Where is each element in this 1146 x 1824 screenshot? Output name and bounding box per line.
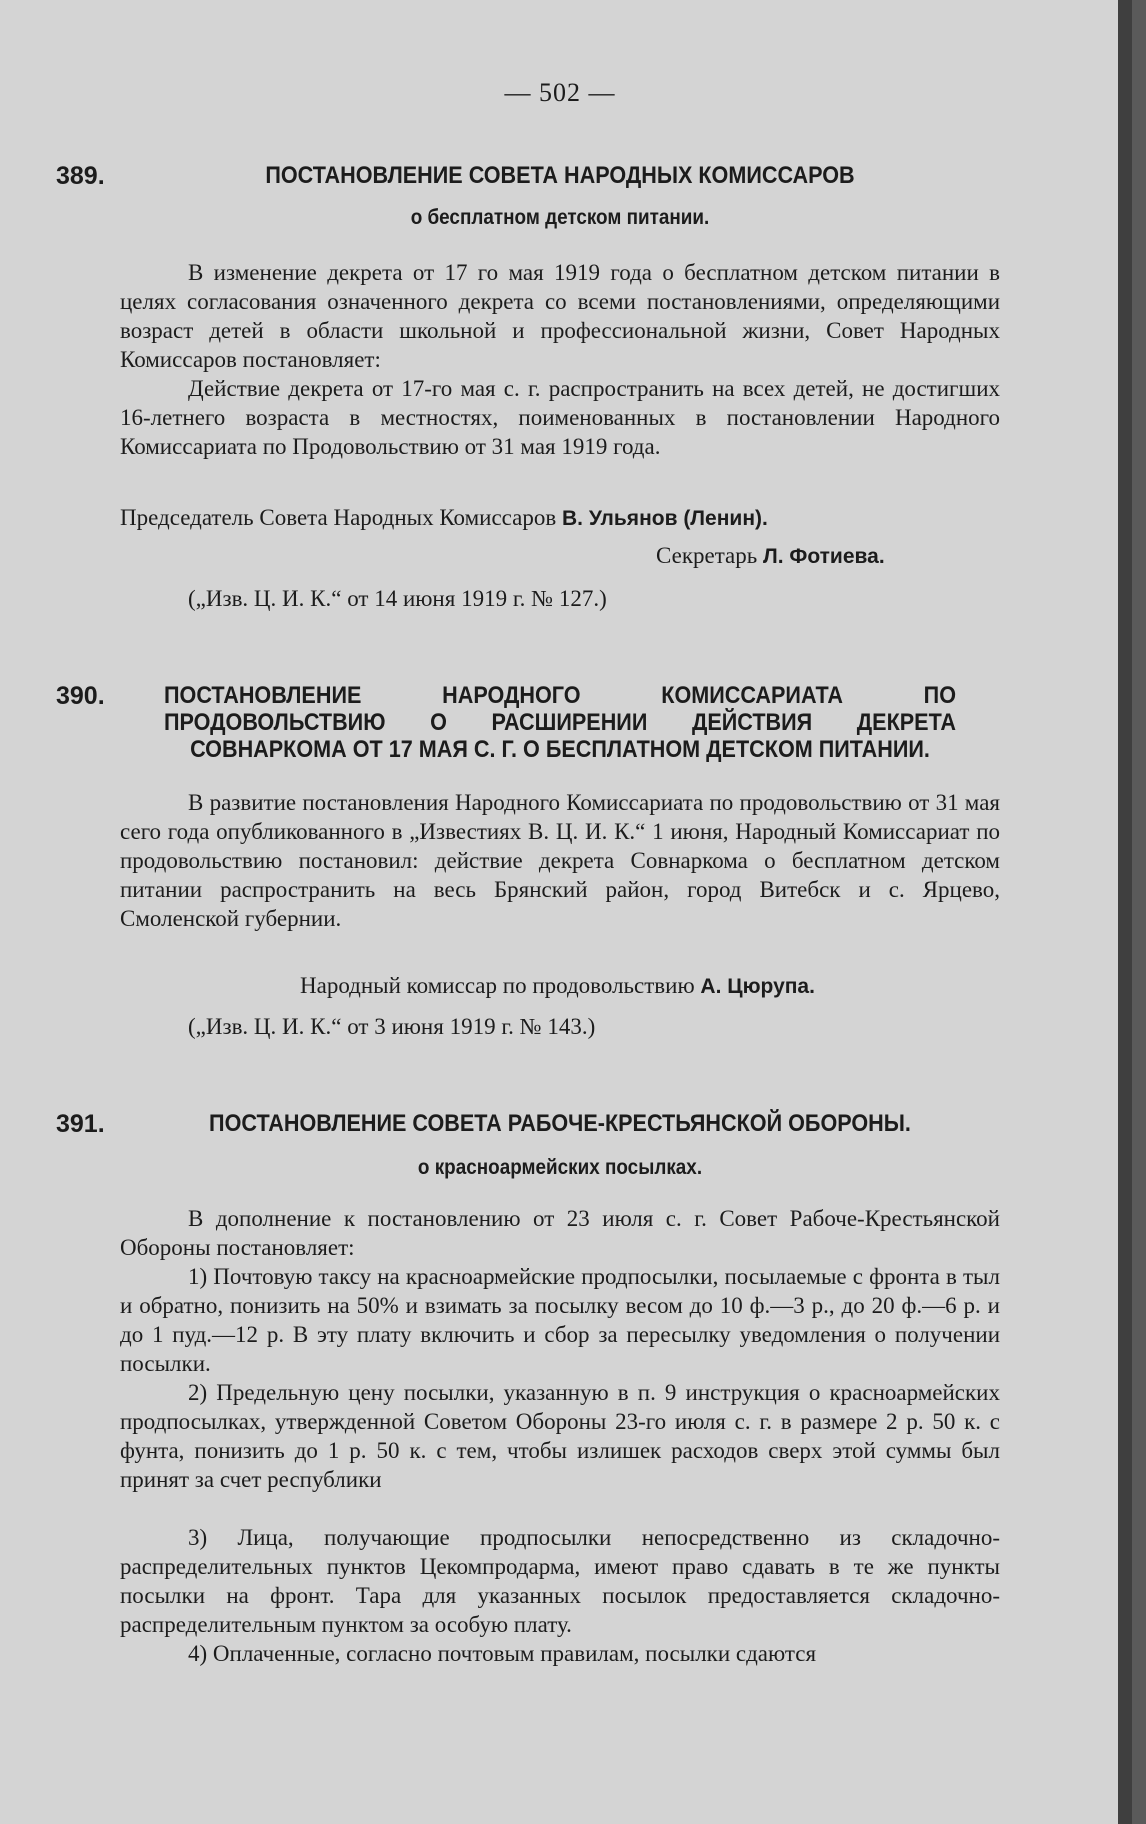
doc-390-title: ПОСТАНОВЛЕНИЕ НАРОДНОГО КОМИССАРИАТА ПО ПРОДОВОЛЬСТВИЮ О РАСШИРЕНИИ ДЕЙСТВИЯ ДЕКРЕТА СОВНАРКОМА ОТ 17 МАЯ С. Г. О БЕСПЛАТНОМ ДЕТСКОМ ПИТАНИИ. — [164, 682, 956, 763]
doc-391-paragraph-1: В дополнение к постановлению от 23 июля с. г. Совет Рабоче-Крестьянской Обороны постановляет: — [120, 1206, 1000, 1260]
doc-391-title: ПОСТАНОВЛЕНИЕ СОВЕТА РАБОЧЕ-КРЕСТЬЯНСКОЙ ОБОРОНЫ. — [209, 1110, 911, 1137]
doc-391-paragraph-3: 2) Предельную цену посылки, указанную в п. 9 инструкция о красноармейских продпосылках, утвержденной Советом Обороны 23-го июля с. г. в размере 2 р. 50 к. с фунта, понизить до 1 р. 50 к. с тем, чтобы излишек расходов сверх этой суммы был принят за счет республики — [120, 1380, 1000, 1492]
doc-389-signature-2-name: Л. Фотиева. — [763, 545, 885, 568]
doc-389-signature-1 — [120, 505, 768, 531]
doc-391-number: 391. — [56, 1110, 105, 1138]
doc-390-number: 390. — [56, 682, 105, 710]
doc-389-signature-1-role: Председатель Совета Народных Комиссаров — [120, 505, 557, 530]
doc-391-subtitle: о красноармейских посылках. — [417, 1156, 703, 1179]
doc-390-paragraph-1: В развитие постановления Народного Комиссариата по продовольствию от 31 мая сего года опубликованного в „Известиях В. Ц. И. К.“ 1 июня, Народный Комиссариат по продовольствию постановил: действие декрета Совнаркома о бесплатном детском питании распространить на весь Брянский район, город Витебск и с. Ярцево, Смоленской губернии. — [120, 790, 1000, 931]
doc-389-signature-2 — [656, 543, 885, 569]
doc-389-number: 389. — [56, 162, 105, 190]
doc-391-paragraph-4: 3) Лица, получающие продпосылки непосредственно из складочно-распределительных пунктов Цекомпродарма, имеют право сдавать в те же пункты посылки на фронт. Тара для указанных посылок предоставляется складочно-распределительным пунктом за особую плату. — [120, 1525, 1000, 1637]
doc-390-signature-1 — [300, 973, 815, 999]
doc-390-signature-1-name: А. Цюрупа. — [700, 975, 815, 998]
doc-389-subtitle: о бесплатном детском питании. — [410, 206, 710, 229]
doc-389-paragraph-1: В изменение декрета от 17 го мая 1919 года о бесплатном детском питании в целях согласования означенного декрета со всеми постановлениями, определяющими возраст детей в области школьной и профессиональной жизни, Совет Народных Комиссаров постановляет: — [120, 260, 1000, 372]
doc-389-title: ПОСТАНОВЛЕНИЕ СОВЕТА НАРОДНЫХ КОМИССАРОВ — [265, 162, 855, 189]
doc-389-signature-1-name: В. Ульянов (Ленин). — [561, 507, 768, 530]
doc-390-signature-1-role: Народный комиссар по продовольствию — [300, 973, 695, 998]
doc-391-paragraph-5: 4) Оплаченные, согласно почтовым правилам, посылки сдаются — [188, 1641, 817, 1666]
doc-390-source: („Изв. Ц. И. К.“ от 3 июня 1919 г. № 143.) — [188, 1014, 596, 1039]
doc-389-signature-2-role: Секретарь — [656, 543, 758, 568]
doc-389-paragraph-2: Действие декрета от 17-го мая с. г. распространить на всех детей, не достигших 16-летнего возраста в местностях, поименованных в постановлении Народного Комиссариата по Продовольствию от 31 мая 1919 года. — [120, 376, 1000, 459]
page-number: — 502 — — [504, 78, 616, 107]
doc-389-source: („Изв. Ц. И. К.“ от 14 июня 1919 г. № 127.) — [188, 586, 607, 611]
doc-391-paragraph-2: 1) Почтовую таксу на красноармейские продпосылки, посылаемые с фронта в тыл и обратно, понизить на 50% и взимать за посылку весом до 10 ф.—3 р., до 20 ф.—6 р. и до 1 пуд.—12 р. В эту плату включить и сбор за пересылку уведомления о получении посылки. — [120, 1264, 1000, 1376]
page-edge — [1118, 0, 1132, 1824]
